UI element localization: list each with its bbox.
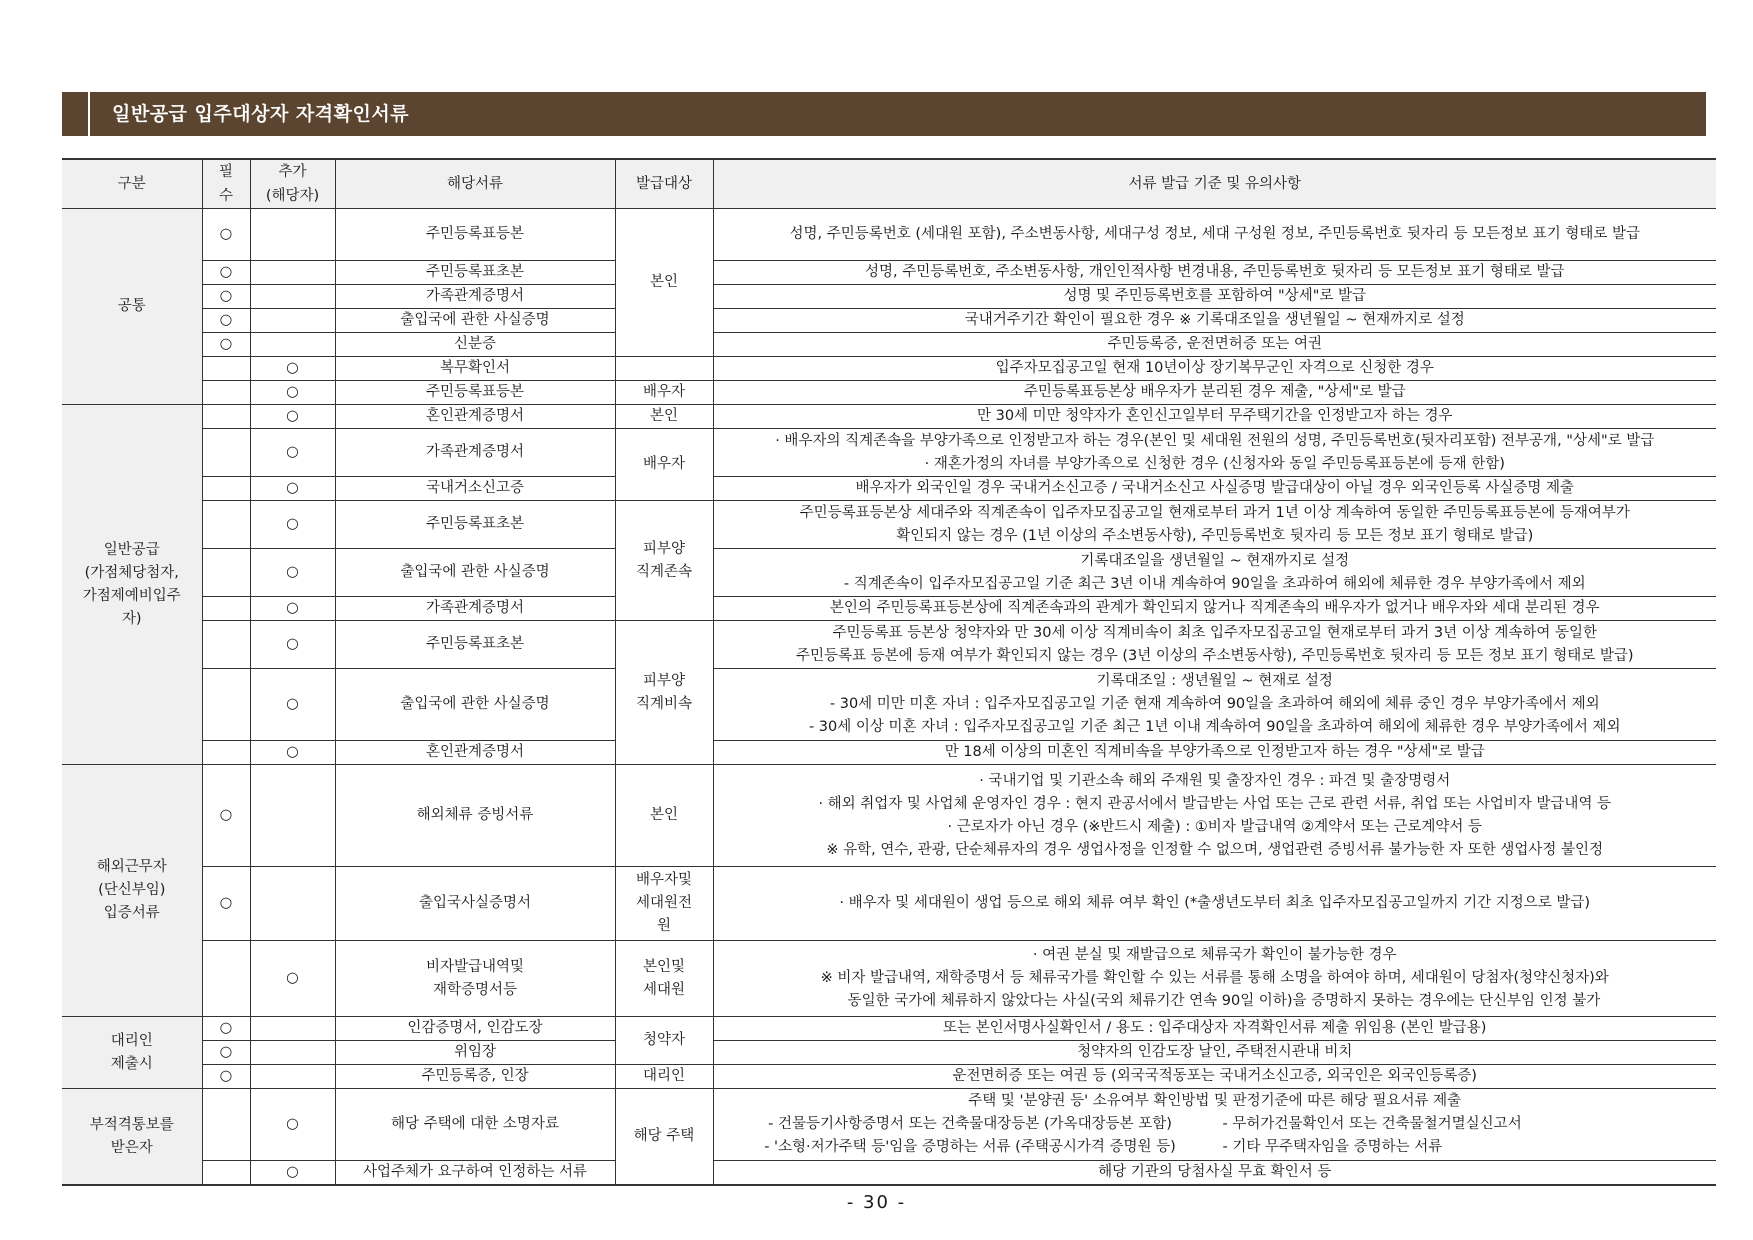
document-name: 해외체류 증빙서류	[335, 765, 615, 867]
category-proxy: 대리인 제출시	[62, 1017, 202, 1089]
document-name: 가족관계증명서	[335, 597, 615, 621]
table-row	[62, 669, 1716, 741]
header-extra: 추가 (해당자)	[250, 159, 335, 209]
document-notes: · 국내기업 및 기관소속 해외 주재원 및 출장자인 경우 : 파견 및 출장명령서 · 해외 취업자 및 사업체 운영자인 경우 : 현지 관공서에서 발급받는 사업 또는 근로 관련 서류, 취업 또는 사업비자 발급내역 등 · 근로자가 아닌 경우 (※반드시 제출) : ①비자 발급내역 ②계약서 또는 근로계약서 등 ※ 유학, 연수, 관광, 단순체류자의 경우 생업사정을 인정할 수 없으며, 생업관련 증빙서류 불가능한 자 또한 생업사정 불인정	[713, 765, 1716, 867]
document-name: 복무확인서	[335, 357, 615, 381]
header-issuer: 발급대상	[615, 159, 713, 209]
document-notes: 성명 및 주민등록번호를 포함하여 "상세"로 발급	[713, 285, 1716, 309]
table-row	[62, 1161, 1716, 1186]
extra-mark: ○	[250, 597, 335, 621]
document-name: 주민등록표등본	[335, 381, 615, 405]
table-row	[62, 1065, 1716, 1089]
extra-mark: ○	[250, 429, 335, 477]
issuer-proxy: 대리인	[615, 1065, 713, 1089]
header-notes: 서류 발급 기준 및 유의사항	[713, 159, 1716, 209]
extra-mark: ○	[250, 669, 335, 741]
issuer-spouse: 배우자	[615, 429, 713, 501]
required-mark	[202, 429, 250, 477]
document-name: 주민등록표등본	[335, 209, 615, 261]
document-notes: 청약자의 인감도장 날인, 주택전시관내 비치	[713, 1041, 1716, 1065]
extra-mark: ○	[250, 477, 335, 501]
document-name: 주민등록표초본	[335, 261, 615, 285]
required-mark: ○	[202, 209, 250, 261]
issuer-spouse-household: 배우자및 세대원전 원	[615, 867, 713, 941]
extra-mark: ○	[250, 357, 335, 381]
required-mark	[202, 405, 250, 429]
document-name: 주민등록표초본	[335, 501, 615, 549]
extra-mark	[250, 261, 335, 285]
table-row	[62, 1017, 1716, 1041]
required-mark: ○	[202, 309, 250, 333]
document-name: 신분증	[335, 333, 615, 357]
category-overseas: 해외근무자 (단신부임) 입증서류	[62, 765, 202, 1017]
required-mark	[202, 357, 250, 381]
issuer-self: 본인	[615, 209, 713, 357]
extra-mark: ○	[250, 381, 335, 405]
extra-mark	[250, 1017, 335, 1041]
document-name: 국내거소신고증	[335, 477, 615, 501]
required-mark: ○	[202, 1065, 250, 1089]
document-notes: 해당 기관의 당첨사실 무효 확인서 등	[713, 1161, 1716, 1186]
table-row	[62, 285, 1716, 309]
document-notes: 입주자모집공고일 현재 10년이상 장기복무군인 자격으로 신청한 경우	[713, 357, 1716, 381]
document-notes: · 여권 분실 및 재발급으로 체류국가 확인이 불가능한 경우 ※ 비자 발급내역, 재학증명서 등 체류국가를 확인할 수 있는 서류를 통해 소명을 하여야 하며, 세대원이 당첨자(청약신청자)와 동일한 국가에 체류하지 않았다는 사실(국외 체류기간 연속 90일 이하)을 증명하지 못하는 경우에는 단신부임 인정 불가	[713, 941, 1716, 1017]
required-mark: ○	[202, 1017, 250, 1041]
document-notes: 성명, 주민등록번호 (세대원 포함), 주소변동사항, 세대구성 정보, 세대 구성원 정보, 주민등록번호 뒷자리 등 모든정보 표기 형태로 발급	[713, 209, 1716, 261]
document-name: 출입국에 관한 사실증명	[335, 669, 615, 741]
document-notes: 주민등록증, 운전면허증 또는 여권	[713, 333, 1716, 357]
table-row	[62, 429, 1716, 477]
extra-mark	[250, 1041, 335, 1065]
issuer-target-house: 해당 주택	[615, 1089, 713, 1186]
required-mark	[202, 1089, 250, 1161]
document-name: 출입국사실증명서	[335, 867, 615, 941]
document-name: 가족관계증명서	[335, 429, 615, 477]
category-common: 공통	[62, 209, 202, 405]
table-row	[62, 477, 1716, 501]
document-name: 주민등록증, 인장	[335, 1065, 615, 1089]
extra-mark	[250, 867, 335, 941]
required-mark: ○	[202, 285, 250, 309]
issuer-dependent-ascendant: 피부양 직계존속	[615, 501, 713, 621]
section-title-bar	[62, 92, 1706, 136]
table-row	[62, 1041, 1716, 1065]
required-mark: ○	[202, 333, 250, 357]
required-mark	[202, 477, 250, 501]
table-row	[62, 381, 1716, 405]
required-mark	[202, 597, 250, 621]
document-notes: 또는 본인서명사실확인서 / 용도 : 입주대상자 자격확인서류 제출 위임용 (본인 발급용)	[713, 1017, 1716, 1041]
required-mark	[202, 669, 250, 741]
table-row	[62, 621, 1716, 669]
extra-mark: ○	[250, 1089, 335, 1161]
document-notes: 성명, 주민등록번호, 주소변동사항, 개인인적사항 변경내용, 주민등록번호 뒷자리 등 모든정보 표기 형태로 발급	[713, 261, 1716, 285]
section-title: 일반공급 입주대상자 자격확인서류	[112, 103, 410, 125]
issuer-self: 본인	[615, 765, 713, 867]
extra-mark	[250, 309, 335, 333]
required-mark	[202, 381, 250, 405]
table-row	[62, 405, 1716, 429]
header-document: 해당서류	[335, 159, 615, 209]
document-name: 비자발급내역및 재학증명서등	[335, 941, 615, 1017]
required-mark: ○	[202, 261, 250, 285]
required-mark	[202, 549, 250, 597]
document-notes: 기록대조일 : 생년월일 ~ 현재로 설정 - 30세 미만 미혼 자녀 : 입주자모집공고일 기준 현재 계속하여 90일을 초과하여 해외에 체류 중인 경우 부양가족에서 제외 - 30세 이상 미혼 자녀 : 입주자모집공고일 기준 최근 1년 이내 계속하여 90일을 초과하여 해외에 체류한 경우 부양가족에서 제외	[713, 669, 1716, 741]
document-name: 출입국에 관한 사실증명	[335, 309, 615, 333]
extra-mark	[250, 285, 335, 309]
document-name: 혼인관계증명서	[335, 405, 615, 429]
extra-mark: ○	[250, 405, 335, 429]
required-mark: ○	[202, 1041, 250, 1065]
table-row	[62, 867, 1716, 941]
header-required: 필 수	[202, 159, 250, 209]
document-name: 해당 주택에 대한 소명자료	[335, 1089, 615, 1161]
document-name: 위임장	[335, 1041, 615, 1065]
extra-mark	[250, 209, 335, 261]
qualification-documents-table	[62, 158, 1716, 1186]
category-ineligible: 부적격통보를 받은자	[62, 1089, 202, 1186]
document-notes: · 배우자 및 세대원이 생업 등으로 해외 체류 여부 확인 (*출생년도부터 최초 입주자모집공고일까지 기간 지정으로 발급)	[713, 867, 1716, 941]
extra-mark	[250, 333, 335, 357]
required-mark	[202, 621, 250, 669]
table-row	[62, 309, 1716, 333]
extra-mark: ○	[250, 549, 335, 597]
document-name: 인감증명서, 인감도장	[335, 1017, 615, 1041]
issuer-applicant: 청약자	[615, 1017, 713, 1065]
document-notes: · 배우자의 직계존속을 부양가족으로 인정받고자 하는 경우(본인 및 세대원 전원의 성명, 주민등록번호(뒷자리포함) 전부공개, "상세"로 발급 · 재혼가정의 자녀를 부양가족으로 신청한 경우 (신청자와 동일 주민등록표등본에 등재 한함)	[713, 429, 1716, 477]
table-row	[62, 597, 1716, 621]
header-row	[62, 159, 1716, 209]
table-row	[62, 1089, 1716, 1161]
document-notes: 주택 및 '분양권 등' 소유여부 확인방법 및 판정기준에 따른 해당 필요서류 제출 - 건물등기사항증명서 또는 건축물대장등본 (가옥대장등본 포함) - 무허가건물확인서 또는 건축물철거멸실신고서 - '소형·저가주택 등'임을 증명하는 서류 (주택공시가격 증명원 등) - 기타 무주택자임을 증명하는 서류	[713, 1089, 1716, 1161]
document-name: 주민등록표초본	[335, 621, 615, 669]
issuer-spouse: 배우자	[615, 381, 713, 405]
document-notes: 운전면허증 또는 여권 등 (외국국적동포는 국내거소신고증, 외국인은 외국인등록증)	[713, 1065, 1716, 1089]
page-number: - 30 -	[846, 1192, 907, 1213]
extra-mark: ○	[250, 741, 335, 765]
issuer-self: 본인	[615, 405, 713, 429]
category-general: 일반공급 (가점체당첨자, 가점제예비입주 자)	[62, 405, 202, 765]
extra-mark: ○	[250, 941, 335, 1017]
table-row	[62, 501, 1716, 549]
required-mark	[202, 941, 250, 1017]
required-mark: ○	[202, 765, 250, 867]
issuer-self-household: 본인및 세대원	[615, 941, 713, 1017]
table-row	[62, 765, 1716, 867]
document-notes: 만 30세 미만 청약자가 혼인신고일부터 무주택기간을 인정받고자 하는 경우	[713, 405, 1716, 429]
issuer-blank	[615, 357, 713, 381]
document-name: 출입국에 관한 사실증명	[335, 549, 615, 597]
document-name: 가족관계증명서	[335, 285, 615, 309]
document-notes: 국내거주기간 확인이 필요한 경우 ※ 기록대조일을 생년월일 ~ 현재까지로 설정	[713, 309, 1716, 333]
document-notes: 만 18세 이상의 미혼인 직계비속을 부양가족으로 인정받고자 하는 경우 "상세"로 발급	[713, 741, 1716, 765]
required-mark	[202, 1161, 250, 1186]
document-name: 혼인관계증명서	[335, 741, 615, 765]
title-accent-block	[62, 92, 90, 136]
table-row	[62, 261, 1716, 285]
required-mark	[202, 501, 250, 549]
table-row	[62, 357, 1716, 381]
table-row	[62, 549, 1716, 597]
header-category: 구분	[62, 159, 202, 209]
extra-mark: ○	[250, 1161, 335, 1186]
document-notes: 기록대조일을 생년월일 ~ 현재까지로 설정 - 직계존속이 입주자모집공고일 기준 최근 3년 이내 계속하여 90일을 초과하여 해외에 체류한 경우 부양가족에서 제외	[713, 549, 1716, 597]
required-mark: ○	[202, 867, 250, 941]
extra-mark: ○	[250, 501, 335, 549]
extra-mark	[250, 765, 335, 867]
table-row	[62, 209, 1716, 261]
extra-mark: ○	[250, 621, 335, 669]
table-row	[62, 941, 1716, 1017]
document-notes: 주민등록표등본상 세대주와 직계존속이 입주자모집공고일 현재로부터 과거 1년 이상 계속하여 동일한 주민등록표등본에 등재여부가 확인되지 않는 경우 (1년 이상의 주소변동사항), 주민등록번호 뒷자리 등 모든 정보 표기 형태로 발급)	[713, 501, 1716, 549]
document-notes: 주민등록표 등본상 청약자와 만 30세 이상 직계비속이 최초 입주자모집공고일 현재로부터 과거 3년 이상 계속하여 동일한 주민등록표 등본에 등재 여부가 확인되지 않는 경우 (3년 이상의 주소변동사항), 주민등록번호 뒷자리 등 모든 정보 표기 형태로 발급)	[713, 621, 1716, 669]
table-row	[62, 741, 1716, 765]
document-notes: 주민등록표등본상 배우자가 분리된 경우 제출, "상세"로 발급	[713, 381, 1716, 405]
required-mark	[202, 741, 250, 765]
document-name: 사업주체가 요구하여 인정하는 서류	[335, 1161, 615, 1186]
extra-mark	[250, 1065, 335, 1089]
issuer-dependent-descendant: 피부양 직계비속	[615, 621, 713, 765]
document-notes: 배우자가 외국인일 경우 국내거소신고증 / 국내거소신고 사실증명 발급대상이 아닐 경우 외국인등록 사실증명 제출	[713, 477, 1716, 501]
table-row	[62, 333, 1716, 357]
document-notes: 본인의 주민등록표등본상에 직계존속과의 관계가 확인되지 않거나 직계존속의 배우자가 없거나 배우자와 세대 분리된 경우	[713, 597, 1716, 621]
